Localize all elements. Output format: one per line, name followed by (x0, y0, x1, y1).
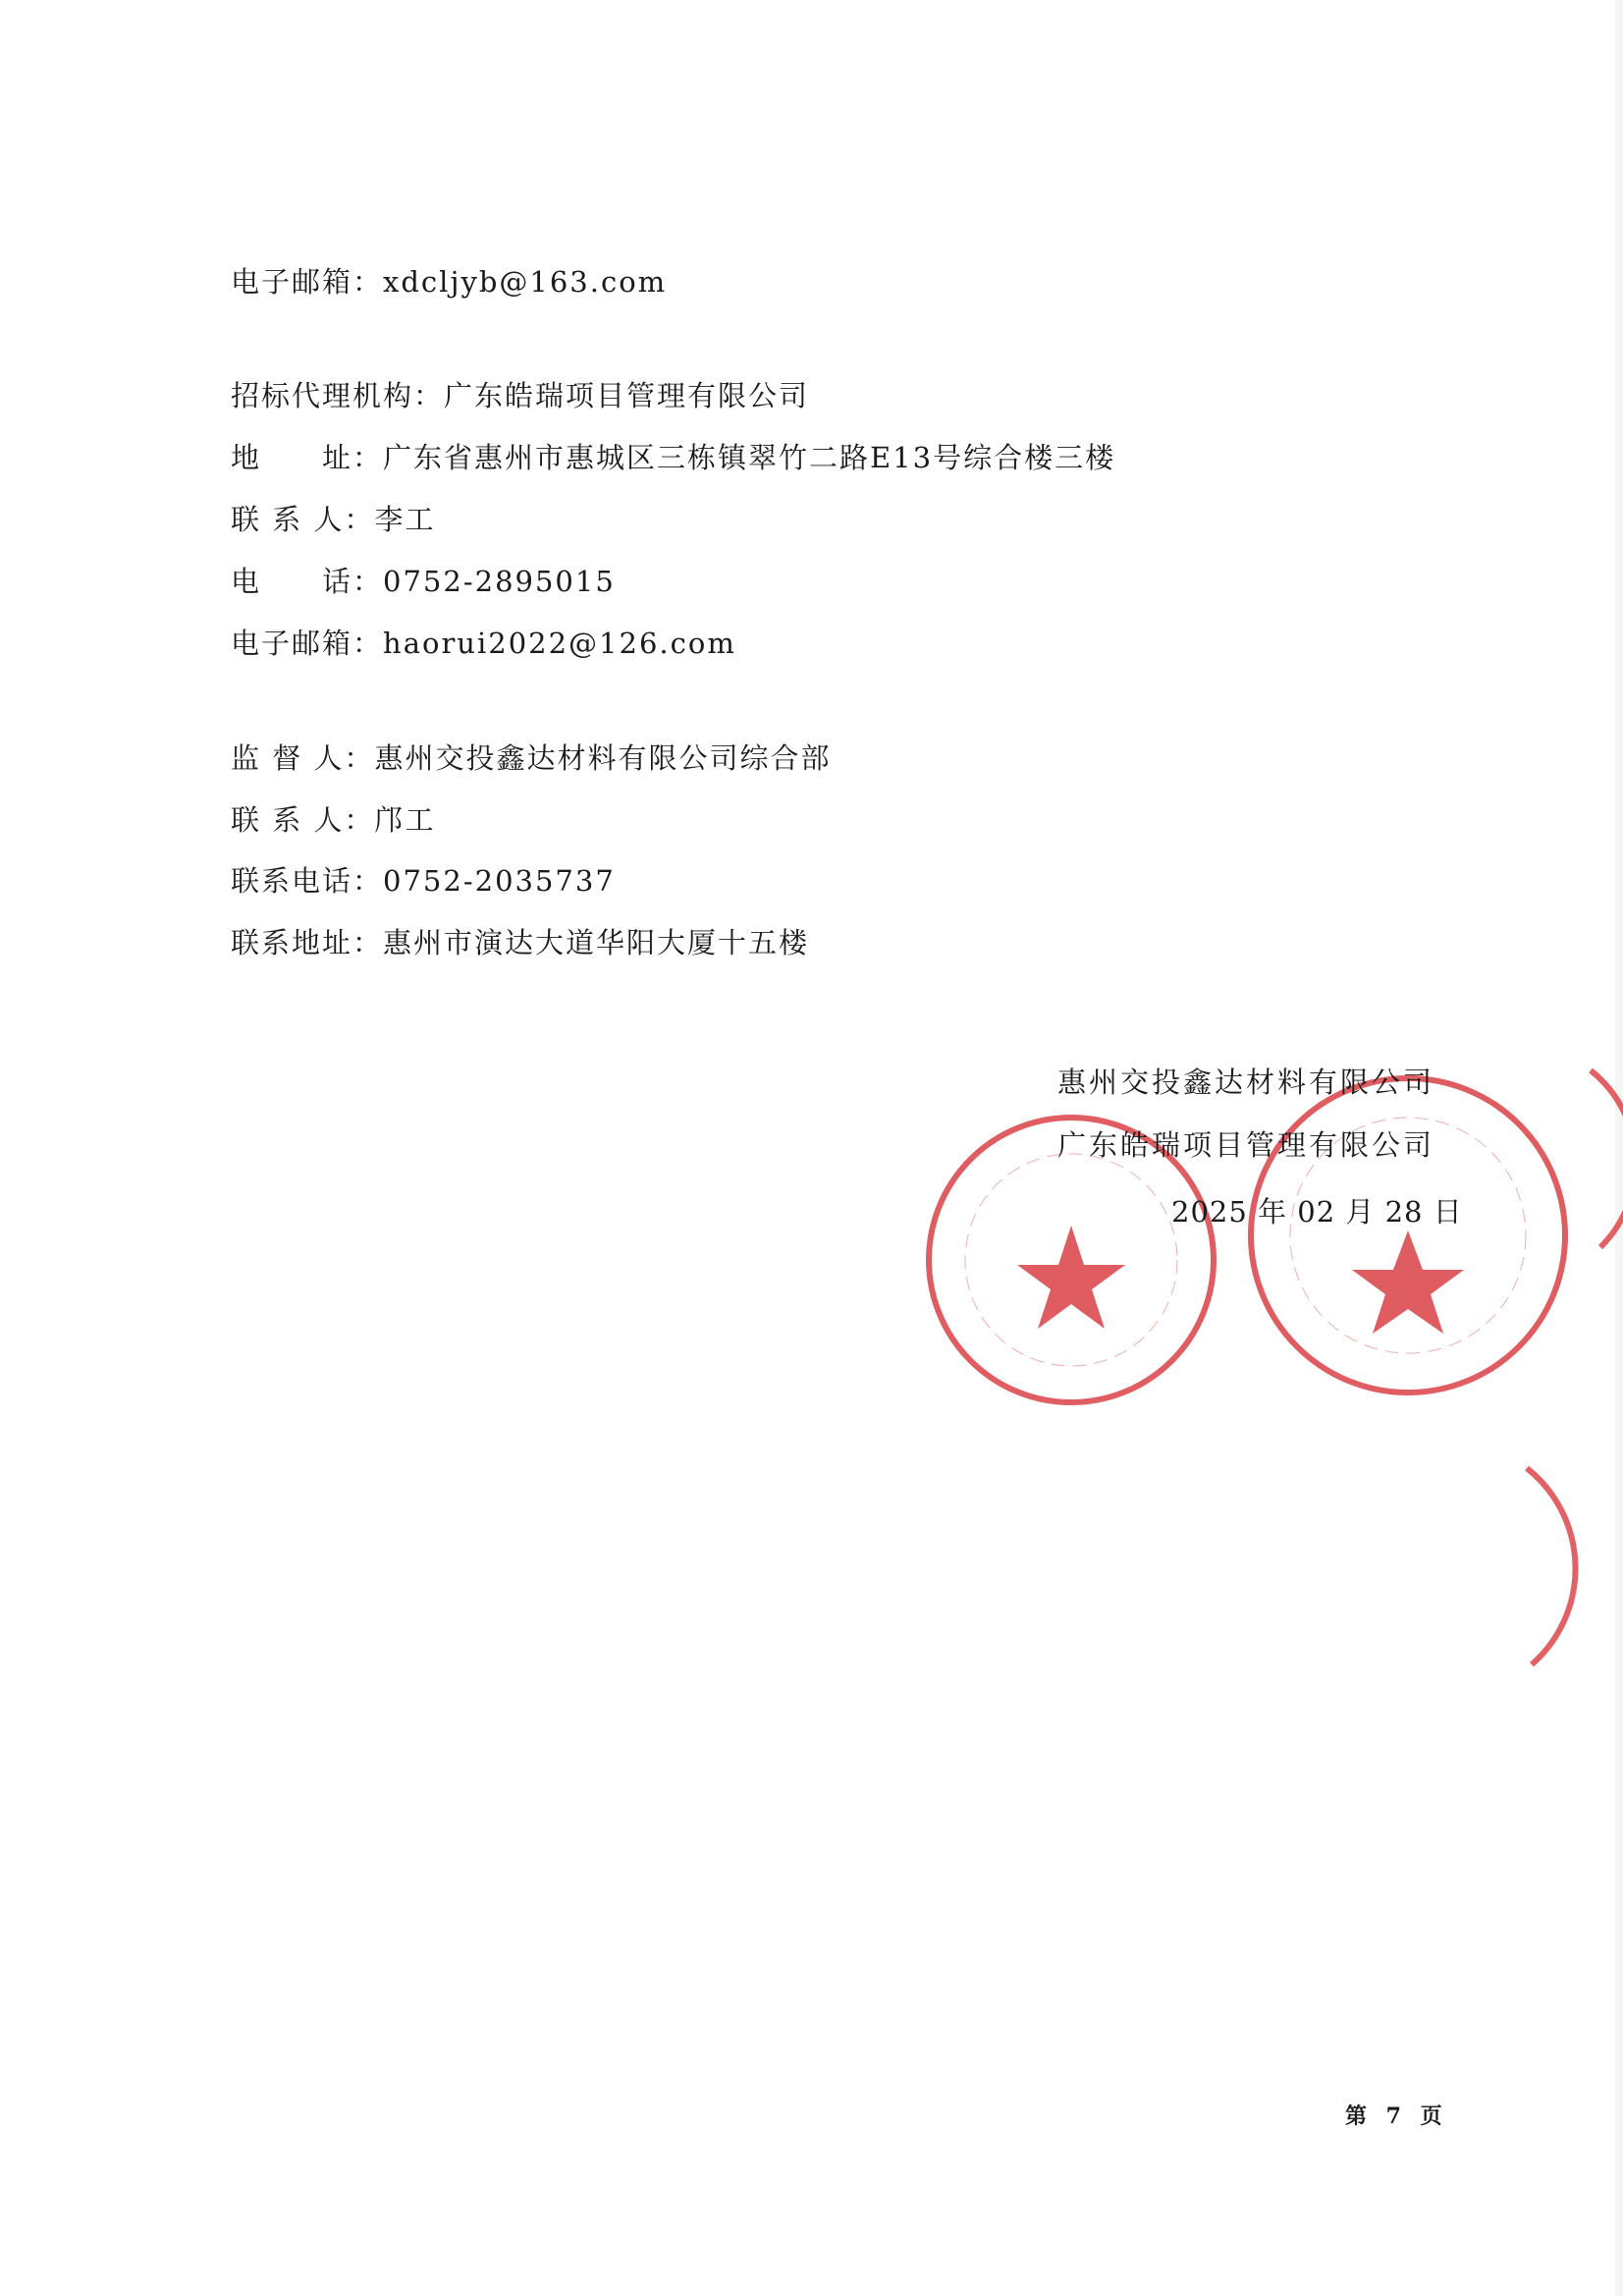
supervisor-phone-line (231, 859, 616, 900)
label: 联 系 人： (231, 803, 375, 837)
label: 监 督 人： (231, 741, 375, 775)
tenderer-email-line (231, 260, 667, 301)
supervisor-contact-line (231, 798, 435, 839)
label: 电子邮箱： (231, 265, 384, 299)
supervisor-name-line (231, 737, 831, 777)
label: 电 话： (231, 565, 384, 598)
star-icon (1352, 1230, 1464, 1334)
supervisor-phone: 0752-2035737 (383, 864, 616, 898)
agency-name-line (231, 374, 809, 414)
tenderer-email: xdcljyb@163.com (383, 265, 668, 299)
label: 地 址： (231, 441, 384, 474)
agency-email: haorui2022@126.com (383, 627, 736, 660)
signature-company2: 广东皓瑞项目管理有限公司 (1057, 1128, 1435, 1162)
label: 联系地址： (231, 926, 384, 959)
partial-seal-top (1571, 1061, 1623, 1257)
star-icon (1017, 1226, 1125, 1329)
agency-phone-line (231, 560, 616, 600)
supervisor-address-line (231, 921, 809, 961)
label: 联 系 人： (231, 503, 375, 536)
label: 电子邮箱： (231, 627, 384, 660)
supervisor-contact: 邝工 (374, 803, 436, 837)
label: 联系电话： (231, 864, 384, 898)
agency-contact: 李工 (374, 503, 436, 536)
signature-date: 2025 年 02 月 28 日 (1171, 1195, 1463, 1229)
partial-seal-bottom (1517, 1463, 1623, 1669)
label: 招标代理机构： (231, 379, 445, 412)
supervisor-name: 惠州交投鑫达材料有限公司综合部 (374, 741, 832, 775)
agency-email-line (231, 622, 736, 662)
agency-contact-line (231, 498, 435, 538)
agency-phone: 0752-2895015 (383, 565, 616, 598)
agency-address-line (231, 436, 1115, 476)
page-number: 第 7 页 (1345, 2104, 1448, 2129)
agency-name: 广东皓瑞项目管理有限公司 (444, 379, 810, 412)
company-seal (1246, 1073, 1570, 1397)
supervisor-address: 惠州市演达大道华阳大厦十五楼 (383, 926, 810, 959)
signature-company1: 惠州交投鑫达材料有限公司 (1057, 1066, 1435, 1099)
agency-address: 广东省惠州市惠城区三栋镇翠竹二路E13号综合楼三楼 (383, 441, 1116, 474)
